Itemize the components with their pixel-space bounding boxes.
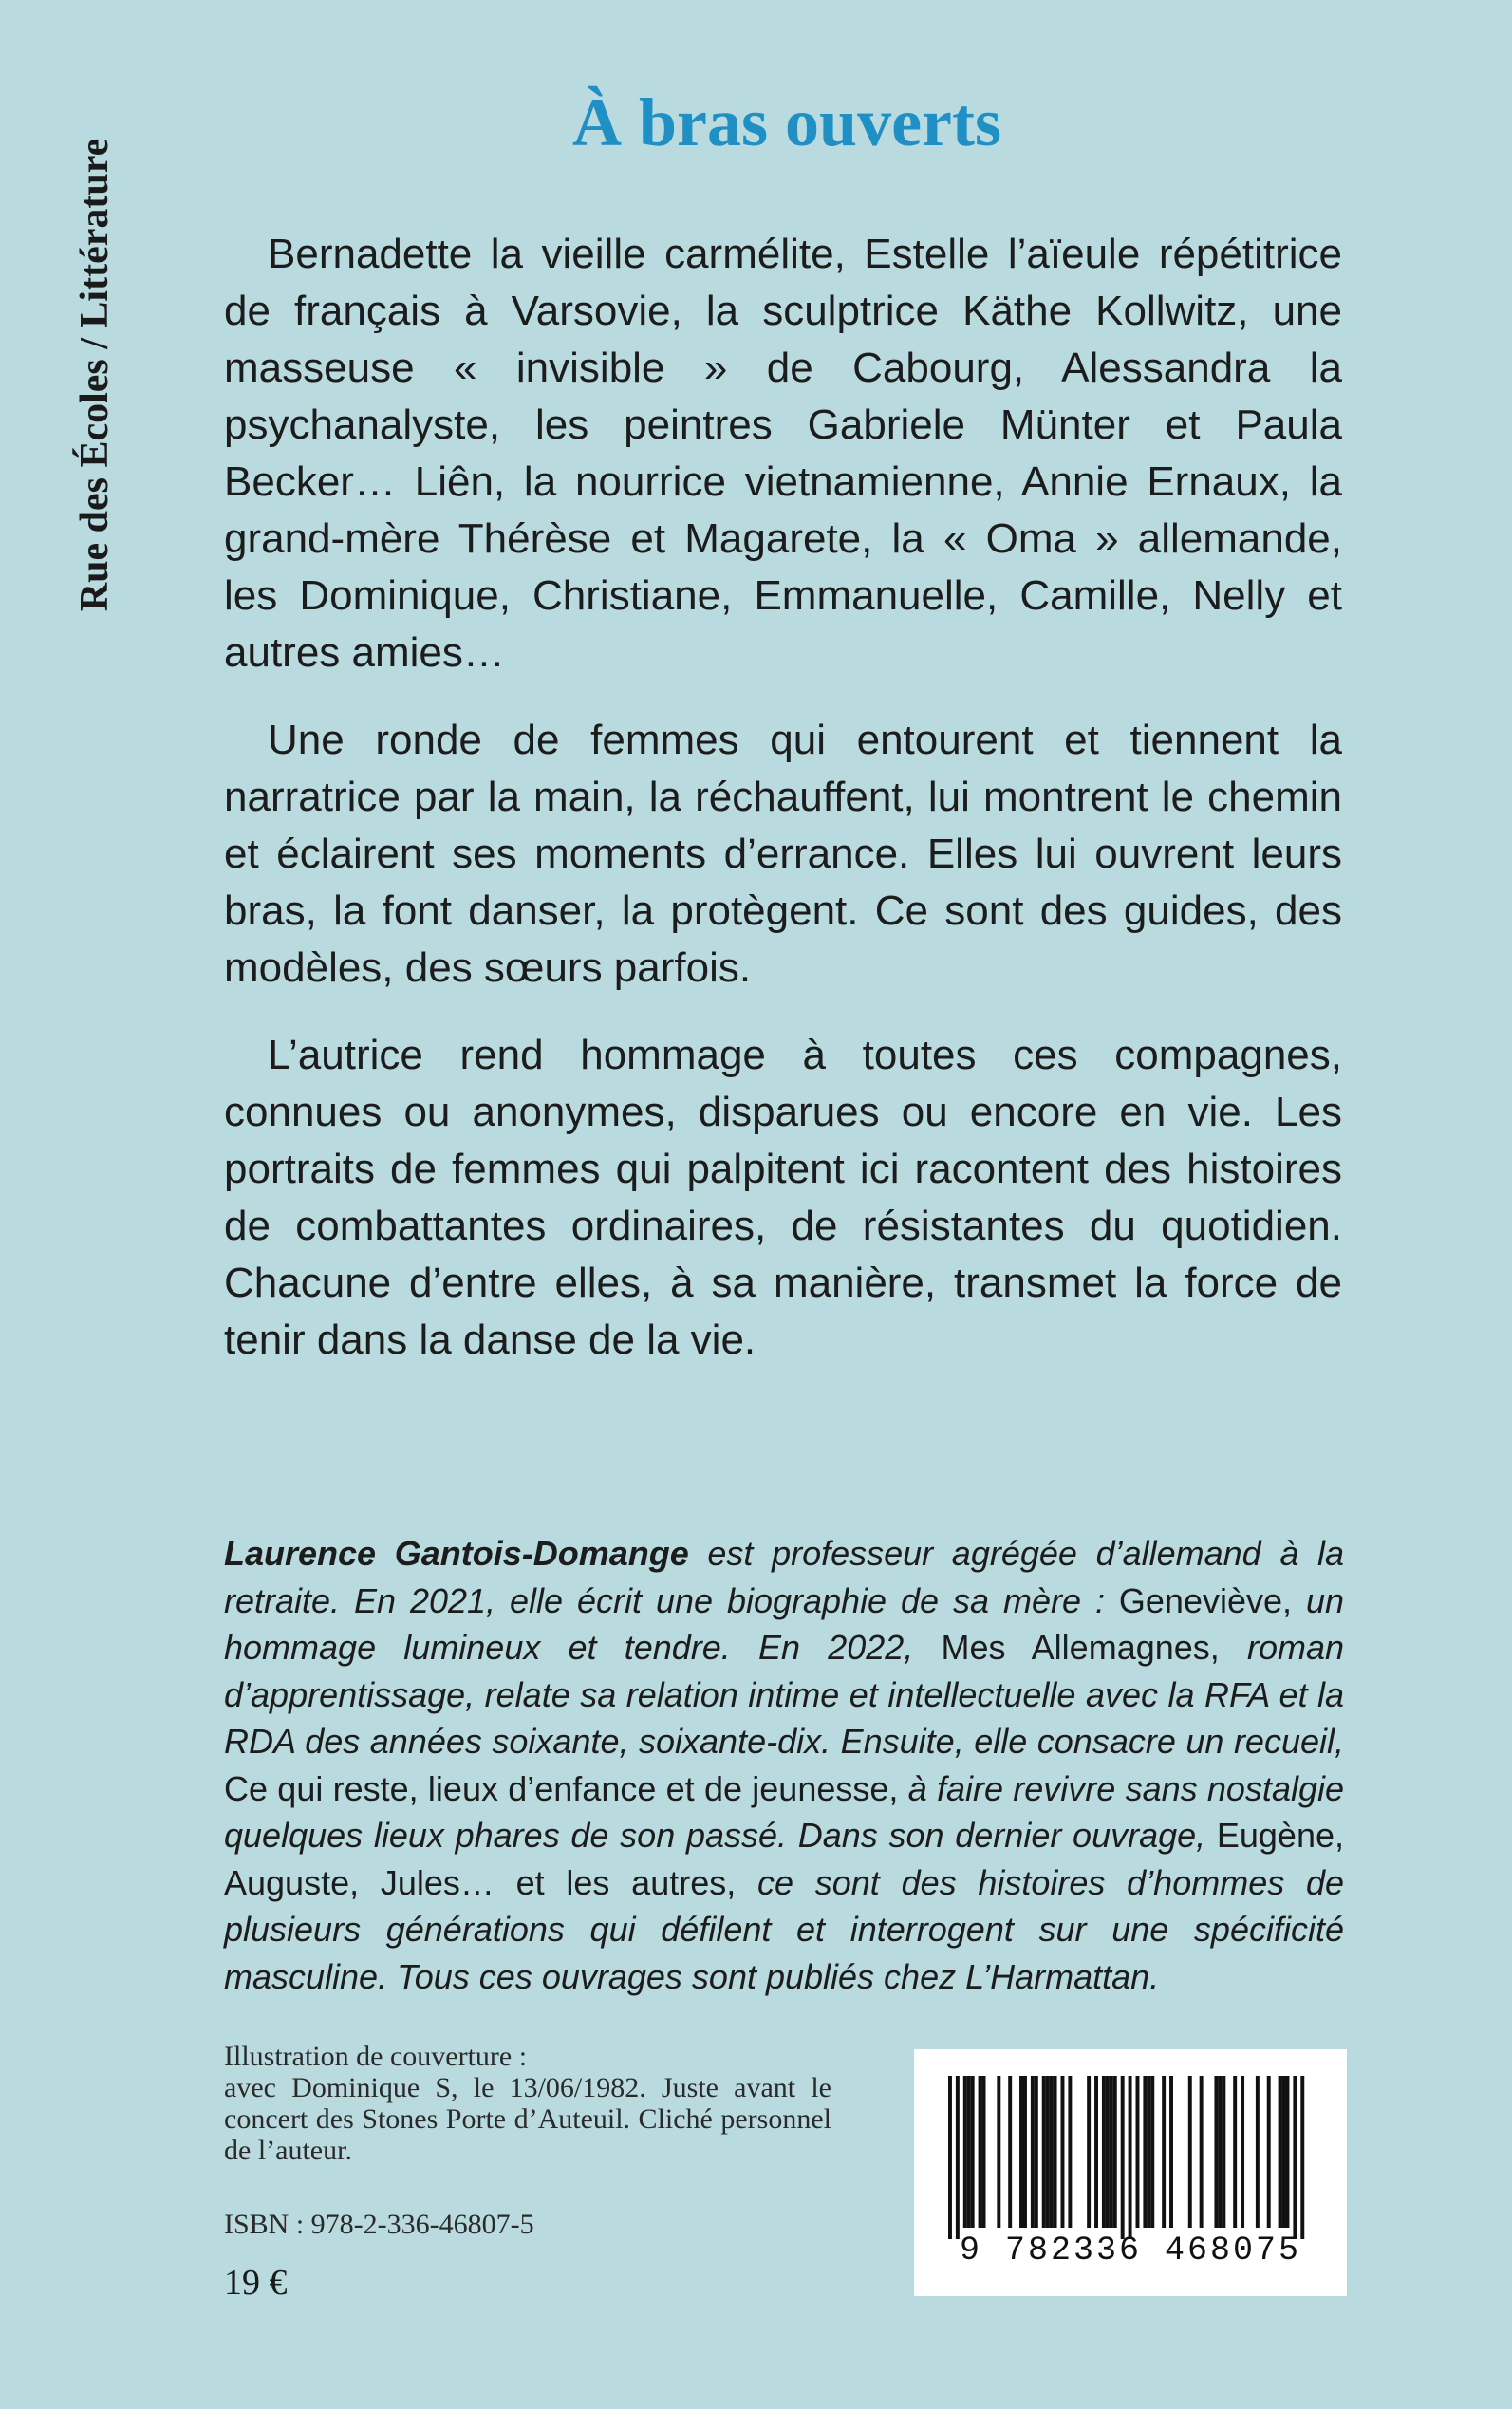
barcode-bar	[967, 2076, 971, 2228]
barcode-bar	[1136, 2076, 1140, 2228]
barcode-bar	[1214, 2076, 1218, 2228]
barcode-bar	[1256, 2076, 1260, 2228]
barcode-bar	[1042, 2076, 1046, 2228]
barcode-digits: 9 782336 468075	[959, 2232, 1302, 2269]
barcode-bar	[1267, 2076, 1271, 2228]
barcode	[914, 2049, 1347, 2296]
barcode-bar	[1102, 2076, 1106, 2228]
barcode-bar	[1019, 2076, 1023, 2228]
barcode-bar	[1050, 2076, 1054, 2228]
bio-work-4: Eugène, Auguste, Jules… et les autres,	[224, 1816, 1344, 1902]
barcode-bar	[1150, 2076, 1154, 2228]
blurb	[224, 226, 1342, 1399]
barcode-bar	[1054, 2076, 1057, 2228]
barcode-bar	[1293, 2076, 1297, 2239]
barcode-bar	[1147, 2076, 1150, 2228]
barcode-bar	[1200, 2076, 1204, 2228]
bio-work-1: Geneviève,	[1118, 1580, 1293, 1620]
barcode-bar	[1110, 2076, 1113, 2228]
barcode-bar	[956, 2076, 960, 2239]
barcode-bar	[1113, 2076, 1117, 2228]
book-title: À bras ouverts	[572, 84, 1001, 160]
barcode-bar	[1121, 2076, 1125, 2239]
barcode-bar	[1129, 2076, 1132, 2239]
barcode-bar	[1222, 2076, 1225, 2228]
blurb-paragraph-3: L’autrice rend hommage à toutes ces compagnes, connues ou anonymes, disparues ou encore en vie. Les portraits de femmes qui palpitent ici racontent des histoires de combattantes ordinaires, de résistantes du quotidien. Chacune d’entre elles, à sa manière, transmet la force de tenir dans la danse de la vie.	[224, 1032, 1342, 1363]
isbn: ISBN : 978-2-336-46807-5	[224, 2209, 534, 2240]
barcode-bar	[1300, 2076, 1304, 2239]
barcode-bars	[914, 2049, 1347, 2239]
bio-text-5: ce sont des histoires d’hommes de plusieurs générations qui défilent et interrogent sur une spécificité masculine. Tous ces ouvrages sont publiés chez L’Harmattan.	[224, 1862, 1345, 1996]
bio-text-1: est professeur agrégée d’allemand à la retraite. En 2021, elle écrit une biographie de sa mère :	[224, 1534, 1345, 1620]
barcode-bar	[1188, 2076, 1192, 2228]
barcode-bar	[1143, 2076, 1147, 2228]
author-name: Laurence Gantois-Domange	[224, 1534, 689, 1573]
barcode-bar	[997, 2076, 1000, 2228]
barcode-bar	[1061, 2076, 1065, 2228]
barcode-bar	[979, 2076, 982, 2228]
bio-text-3: roman d’apprentissage, relate sa relation intime et intellectuelle avec la RFA et la RDA des années soixante, soixante-dix. Ensuite, elle consacre un recueil,	[224, 1628, 1345, 1761]
barcode-bar	[982, 2076, 986, 2228]
barcode-bar	[1035, 2076, 1038, 2228]
barcode-bar	[1094, 2076, 1098, 2228]
barcode-bar	[963, 2076, 967, 2228]
barcode-bar	[1087, 2076, 1091, 2228]
barcode-bar	[1241, 2076, 1244, 2228]
price: 19 €	[224, 2263, 288, 2303]
barcode-bar	[1023, 2076, 1027, 2228]
barcode-bar	[1162, 2076, 1166, 2228]
barcode-bar	[948, 2076, 952, 2239]
cover-illustration-credit	[224, 2041, 831, 2166]
barcode-bar	[1279, 2076, 1282, 2228]
barcode-bar	[1218, 2076, 1222, 2228]
barcode-bar	[1106, 2076, 1110, 2228]
bio-work-2: Mes Allemagnes,	[941, 1628, 1220, 1667]
barcode-bar	[1031, 2076, 1035, 2228]
barcode-bar	[971, 2076, 975, 2228]
credit-text: avec Dominique S, le 13/06/1982. Juste avant le concert des Stones Porte d’Auteuil. Cliché personnel de l’auteur.	[224, 2072, 831, 2166]
blurb-paragraph-1: Bernadette la vieille carmélite, Estelle l’aïeule répétitrice de français à Varsovie, la sculptrice Käthe Kollwitz, une masseuse « invisible » de Cabourg, Alessandra la psychanalyste, les peintres Gabriele Münter et Paula Becker… Liên, la nourrice vietnamienne, Annie Ernaux, la grand-mère Thérèse et Magarete, la « Oma » allemande, les Dominique, Christiane, Emmanuelle, Camille, Nelly et autres amies…	[224, 231, 1342, 676]
barcode-bar	[1068, 2076, 1072, 2228]
barcode-bar	[1008, 2076, 1012, 2228]
barcode-bar	[1286, 2076, 1290, 2228]
bio-work-3: Ce qui reste, lieux d’enfance et de jeunesse,	[224, 1768, 899, 1808]
bio-text-2: un hommage lumineux et tendre. En 2022,	[224, 1580, 1345, 1667]
author-bio	[224, 1530, 1344, 2000]
spine-collection-label: Rue des Écoles / Littérature	[73, 138, 117, 612]
credit-heading: Illustration de couverture :	[224, 2041, 528, 2072]
barcode-bar	[1282, 2076, 1286, 2228]
blurb-paragraph-2: Une ronde de femmes qui entourent et tiennent la narratrice par la main, la réchauffent, lui montrent le chemin et éclairent ses moments d’errance. Elles lui ouvrent leurs bras, la font danser, la protègent. Ce sont des guides, des modèles, des sœurs parfois.	[224, 717, 1342, 991]
bio-text-4: à faire revivre sans nostalgie quelques lieux phares de son passé. Dans son dernier ouvrage,	[224, 1768, 1344, 1855]
barcode-bar	[1169, 2076, 1173, 2228]
barcode-bar	[1233, 2076, 1237, 2228]
barcode-bar	[1046, 2076, 1050, 2228]
